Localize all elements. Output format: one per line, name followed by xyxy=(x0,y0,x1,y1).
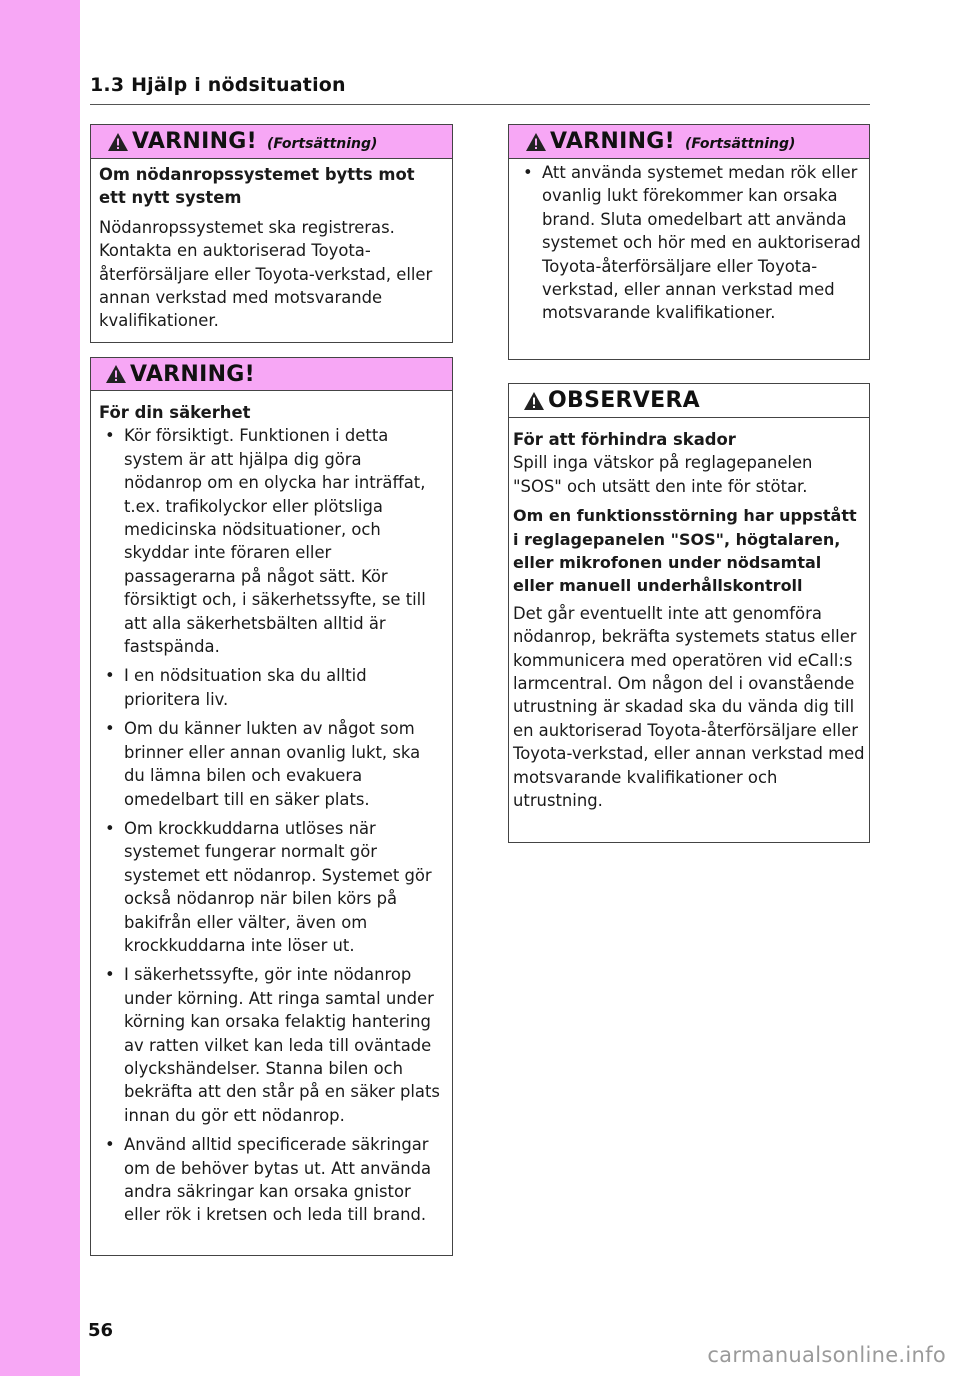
box-text: Det går eventuellt inte att genomföra nödanrop, bekräfta systemets status eller kommunicera med operatören vid eCall:s larmcentral. Om någon del i ovanstående utrustning är skadad ska du vända dig till en auktoriserad Toyota-återförsäljare eller Toyota-verkstad, eller annan verkstad med motsvarande kvalifikationer och utrustning. xyxy=(513,603,865,811)
warning-label: VARNING! xyxy=(130,361,256,387)
warning-box-header xyxy=(91,358,452,391)
warning-triangle-icon xyxy=(107,132,129,152)
notice-box-header xyxy=(509,384,869,418)
warning-triangle-icon xyxy=(525,132,547,152)
list-item: • I säkerhetssyfte, gör inte nödanrop under körning. Att ringa samtal under körning kan orsaka felaktig hantering av ratten vilket kan leda till oväntade olyckshändelser. Stanna bilen och bekräfta att den står på en säker plats innan du gör ett nödanrop. xyxy=(99,963,444,1127)
list-item: • Kör försiktigt. Funktionen i detta system är att hjälpa dig göra nödanrop om en olycka har inträffat, t.ex. trafikolyckor eller plötsliga medicinska nödsituationer, och skyddar inte föraren eller passagerarna på något sätt. Kör försiktigt och, i säkerhetssyfte, se till att alla säkerhetsbälten alltid är fastspända. xyxy=(99,424,444,658)
warning-box-body xyxy=(91,159,452,349)
page-number: 56 xyxy=(88,1320,114,1341)
box-heading: För att förhindra skador xyxy=(513,430,736,449)
box-text: Spill inga vätskor på reglagepanelen "SOS" och utsätt den inte för stötar. xyxy=(513,453,813,496)
warning-box-body xyxy=(91,391,452,1243)
continued-label: (Fortsättning) xyxy=(267,135,378,152)
warning-box-header xyxy=(91,125,452,159)
bullet-list xyxy=(99,424,444,1226)
side-color-strip xyxy=(0,0,80,1376)
list-item: • Att använda systemet medan rök eller ovanlig lukt förekommer kan orsaka brand. Sluta omedelbart att använda systemet och hör med en auktoriserad Toyota-återförsäljare eller Toyota-verkstad, eller annan verkstad med motsvarande kvalifikationer. xyxy=(517,161,861,325)
warning-box-body xyxy=(509,159,869,341)
notice-box xyxy=(508,383,870,843)
warning-box-continued-right xyxy=(508,124,870,360)
notice-box-body xyxy=(509,418,869,829)
warning-triangle-icon xyxy=(105,364,127,384)
warning-box-header xyxy=(509,125,869,159)
list-item: • Om du känner lukten av något som brinner eller annan ovanlig lukt, ska du lämna bilen och evakuera omedelbart till en säker plats. xyxy=(99,717,444,811)
list-item: • I en nödsituation ska du alltid prioritera liv. xyxy=(99,664,444,711)
notice-label: OBSERVERA xyxy=(548,388,701,413)
warning-triangle-icon xyxy=(523,391,545,411)
list-item: • Om krockkuddarna utlöses när systemet fungerar normalt gör systemet ett nödanrop. Systemet gör också nödanrop när bilen körs på bakifrån eller välter, även om krockkuddarna inte löser ut. xyxy=(99,817,444,957)
warning-label: VARNING! xyxy=(550,129,676,154)
box-text: Nödanropssystemet ska registreras. Kontakta en auktoriserad Toyota-återförsäljare eller Toyota-verkstad, eller annan verkstad med motsvarande kvalifikationer. xyxy=(99,217,433,331)
box-heading: För din säkerhet xyxy=(99,403,251,422)
warning-label: VARNING! xyxy=(132,129,258,154)
section-title: 1.3 Hjälp i nödsituation xyxy=(90,74,346,96)
continued-label: (Fortsättning) xyxy=(685,135,796,152)
box-heading: Om en funktionsstörning har uppstått i reglagepanelen "SOS", högtalaren, eller mikrofonen under nödsamtal eller manuell underhållskontroll xyxy=(513,506,857,596)
warning-box-continued xyxy=(90,124,453,343)
box-heading: Om nödanropssystemet bytts mot ett nytt system xyxy=(99,165,415,208)
section-header xyxy=(90,74,870,105)
bullet-list xyxy=(517,161,861,325)
watermark: carmanualsonline.info xyxy=(707,1343,946,1367)
warning-box-safety xyxy=(90,357,453,1256)
list-item: • Använd alltid specificerade säkringar om de behöver bytas ut. Att använda andra säkringar kan orsaka gnistor eller rök i kretsen och leda till brand. xyxy=(99,1133,444,1227)
